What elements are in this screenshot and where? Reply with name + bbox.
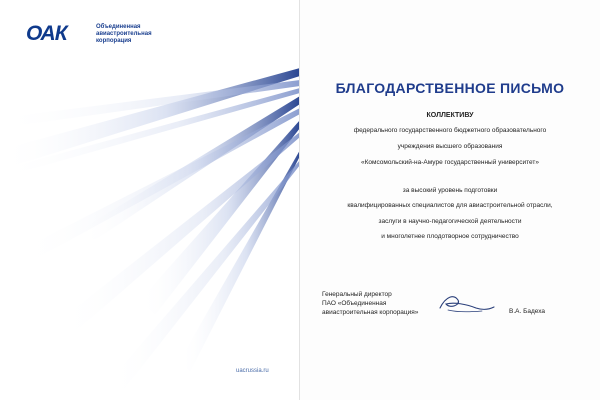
- signatory-position: [322, 290, 418, 317]
- handwritten-signature: [436, 290, 496, 316]
- logo-line-1: Объединенная: [96, 24, 141, 30]
- addressee: КОЛЛЕКТИВУ: [426, 112, 474, 119]
- company-logo: [26, 22, 186, 52]
- reason-line-4: и многолетнее плодотворное сотрудничество: [381, 233, 519, 240]
- logo-line-3: корпорация: [96, 38, 132, 44]
- logo-line-2: авиастроительная: [96, 31, 152, 37]
- logo-text: [96, 24, 206, 45]
- letter-title: БЛАГОДАРСТВЕННОЕ ПИСЬМО: [335, 80, 565, 96]
- signatory-name: В.А. Бадеха: [509, 308, 546, 315]
- position-line-2: ПАО «Объединенная: [322, 300, 387, 307]
- logo-mark: ОАК: [26, 22, 67, 45]
- org-line-2: учреждения высшего образования: [397, 143, 503, 150]
- website-link: uacrussia.ru: [236, 368, 269, 374]
- position-line-3: авиастроительная корпорация»: [322, 309, 419, 316]
- org-line-3: «Комсомольский-на-Амуре государственный университет»: [360, 159, 540, 166]
- reason-line-2: квалифицированных специалистов для авиастроительной отрасли,: [347, 202, 553, 209]
- reason-line-3: заслуги в научно-педагогической деятельности: [378, 218, 522, 225]
- right-page: [300, 0, 600, 400]
- reason-line-1: за высокий уровень подготовки: [402, 187, 498, 194]
- position-line-1: Генеральный директор: [322, 291, 392, 298]
- org-line-1: федерального государственного бюджетного образовательного: [353, 127, 547, 134]
